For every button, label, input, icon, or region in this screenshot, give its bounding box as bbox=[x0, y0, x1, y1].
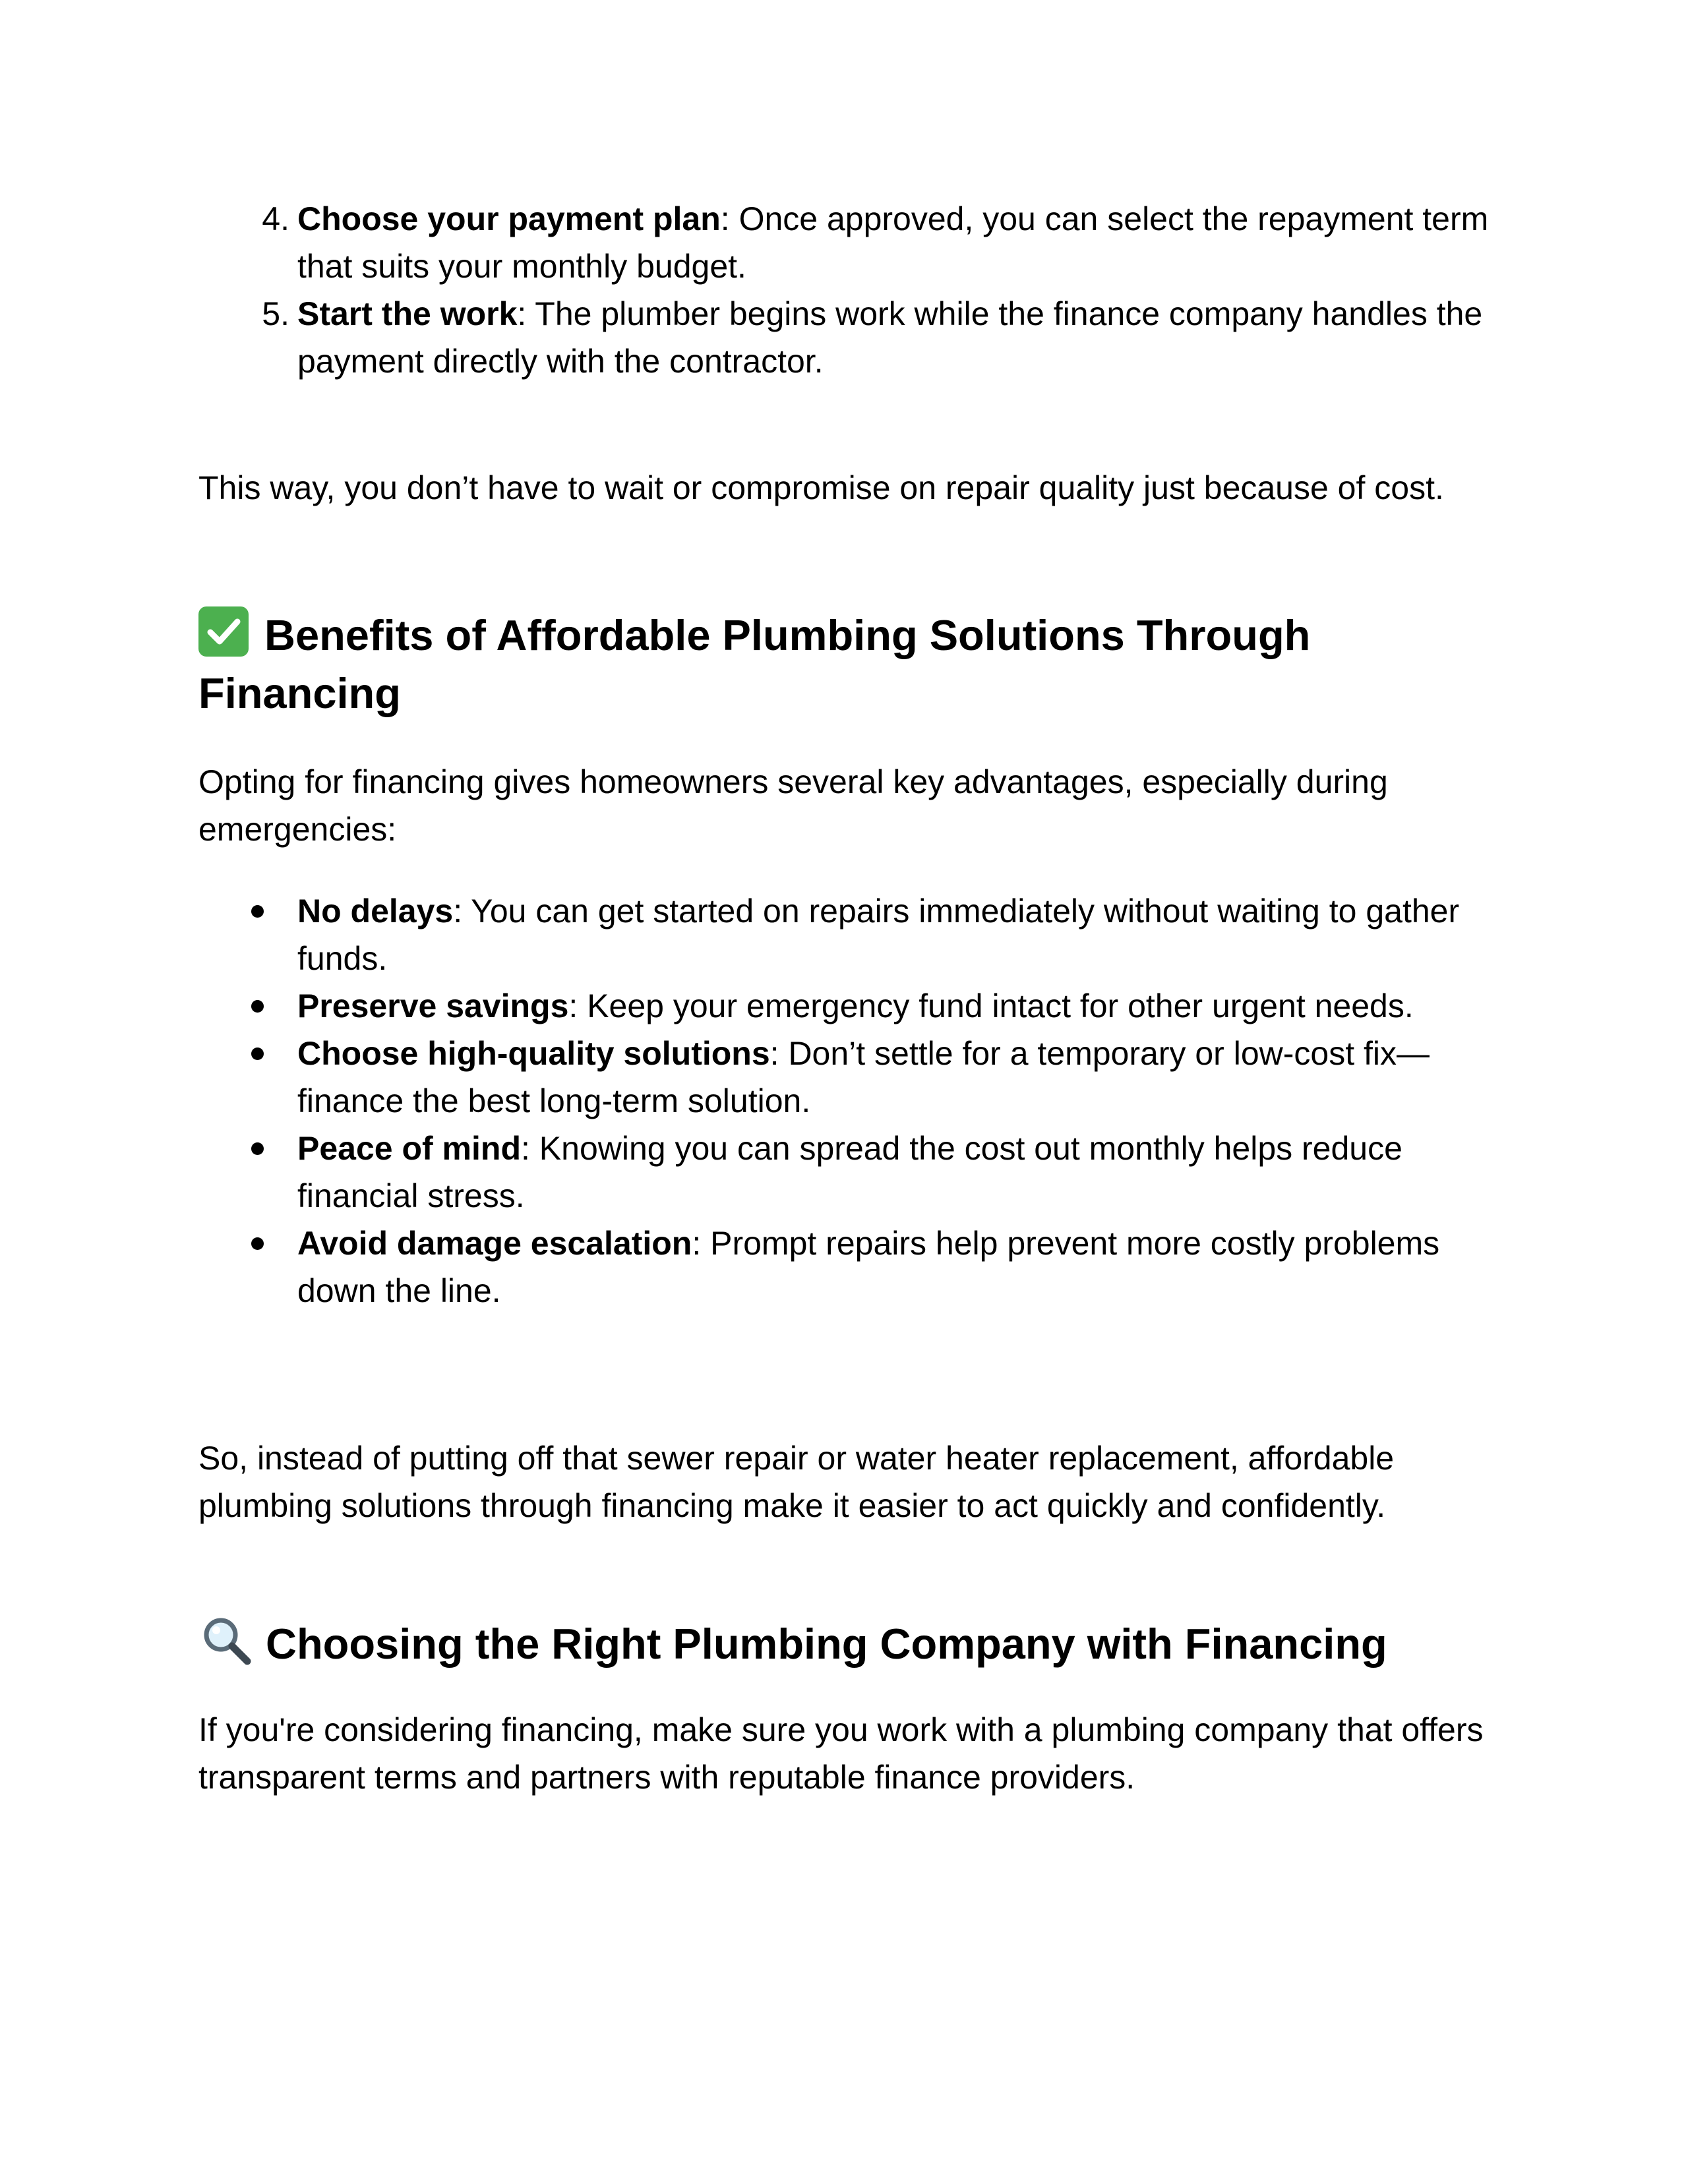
benefit-term: Choose high-quality solutions bbox=[297, 1035, 770, 1072]
list-item bbox=[198, 195, 1497, 290]
bullet-icon bbox=[251, 905, 264, 918]
bullet-icon bbox=[251, 1000, 264, 1013]
company-paragraph-block bbox=[198, 1706, 1497, 1801]
benefit-text: : Don’t settle for a temporary or low-cost fix—finance the best long-term solution. bbox=[297, 1035, 1430, 1119]
paragraph: Opting for financing gives homeowners several key advantages, especially during emergencies: bbox=[198, 763, 1388, 848]
bullet-icon bbox=[251, 1142, 264, 1155]
benefits-heading-block bbox=[198, 606, 1497, 723]
instead-paragraph-block bbox=[198, 1434, 1497, 1529]
list-number: 5. bbox=[262, 295, 289, 332]
benefit-term: No delays bbox=[297, 893, 454, 930]
list-item bbox=[198, 1125, 1497, 1220]
paragraph: So, instead of putting off that sewer repair or water heater replacement, affordable plumbing solutions through financing make it easier to act quickly and confidently. bbox=[198, 1440, 1395, 1524]
list-item bbox=[198, 290, 1497, 385]
section-heading bbox=[198, 1612, 1497, 1673]
benefit-text: : Prompt repairs help prevent more costly problems down the line. bbox=[297, 1225, 1440, 1309]
steps-section bbox=[198, 195, 1497, 385]
list-number: 4. bbox=[262, 200, 289, 237]
heading-text: Choosing the Right Plumbing Company with Financing bbox=[266, 1620, 1387, 1668]
list-item bbox=[198, 982, 1497, 1030]
benefit-term: Preserve savings bbox=[297, 988, 569, 1024]
heading-text: Benefits of Affordable Plumbing Solutions Through Financing bbox=[198, 611, 1311, 717]
bullet-icon bbox=[251, 1237, 264, 1250]
benefit-text: : You can get started on repairs immediately without waiting to gather funds. bbox=[297, 893, 1460, 977]
benefits-intro-block bbox=[198, 758, 1497, 853]
magnifying-glass-icon bbox=[198, 1612, 254, 1668]
paragraph: If you're considering financing, make sure you work with a plumbing company that offers transparent terms and partners with reputable finance providers. bbox=[198, 1711, 1484, 1796]
step-text: : The plumber begins work while the finance company handles the payment directly with the contractor. bbox=[297, 295, 1483, 380]
section-heading bbox=[198, 606, 1497, 723]
benefit-term: Peace of mind bbox=[297, 1130, 521, 1167]
benefit-text: : Keep your emergency fund intact for other urgent needs. bbox=[568, 988, 1414, 1024]
benefits-list bbox=[198, 887, 1497, 1314]
paragraph: This way, you don’t have to wait or compromise on repair quality just because of cost. bbox=[198, 469, 1444, 506]
list-item bbox=[198, 887, 1497, 982]
step-term: Start the work bbox=[297, 295, 518, 332]
cost-paragraph-block bbox=[198, 464, 1497, 512]
benefits-section bbox=[198, 887, 1497, 1314]
company-heading-block bbox=[198, 1612, 1497, 1673]
benefit-text: : Knowing you can spread the cost out monthly helps reduce financial stress. bbox=[297, 1130, 1402, 1214]
list-item bbox=[198, 1220, 1497, 1314]
bullet-icon bbox=[251, 1048, 264, 1060]
step-term: Choose your payment plan bbox=[297, 200, 721, 237]
check-mark-button-icon bbox=[198, 606, 249, 657]
benefit-term: Avoid damage escalation bbox=[297, 1225, 692, 1262]
steps-list bbox=[198, 195, 1497, 385]
list-item bbox=[198, 1030, 1497, 1125]
step-text: : Once approved, you can select the repayment term that suits your monthly budget. bbox=[297, 200, 1489, 285]
